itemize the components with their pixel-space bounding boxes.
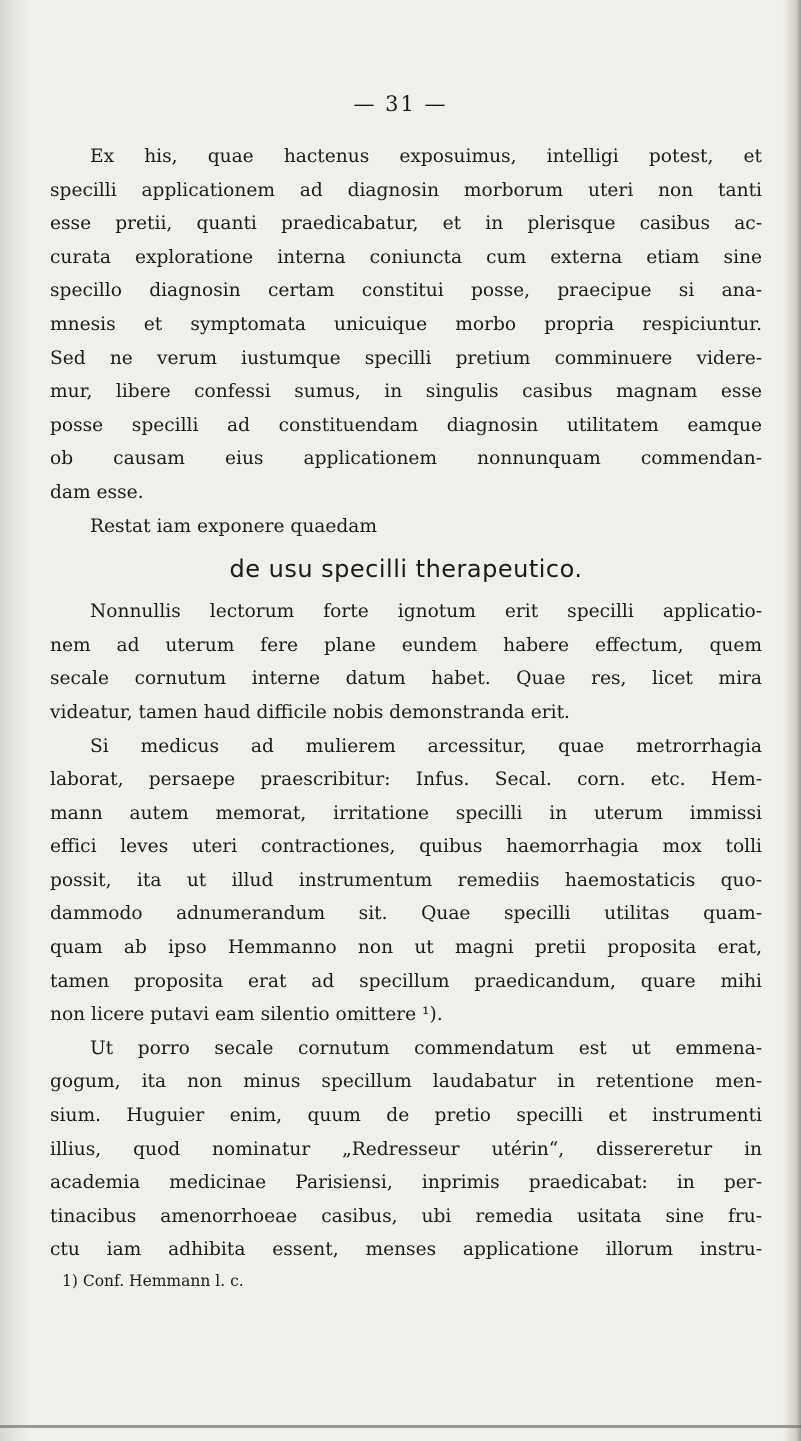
text-line: specillo diagnosin certam constitui posse, praecipue si ana- (50, 280, 762, 302)
text-line: videatur, tamen haud difficile nobis demonstranda erit. (50, 701, 570, 723)
text-line: Sed ne verum iustumque specilli pretium comminuere videre- (50, 347, 762, 369)
page-edge (783, 0, 801, 1441)
text-line: dam esse. (50, 481, 144, 503)
text-line: esse pretii, quanti praedicabatur, et in plerisque casibus ac- (50, 213, 762, 235)
text-line: dammodo adnumerandum sit. Quae specilli utilitas quam- (50, 903, 762, 925)
text-line: curata exploratione interna coniuncta cum externa etiam sine (50, 246, 762, 268)
text-line: Ex his, quae hactenus exposuimus, intelligi potest, et (90, 146, 762, 167)
transition-line: Restat iam exponere quaedam (90, 515, 378, 537)
footnote: 1) Conf. Hemmann l. c. (62, 1272, 244, 1290)
text-line: quam ab ipso Hemmanno non ut magni pretii proposita erat, (50, 937, 762, 959)
text-line: non licere putavi eam silentio omittere ¹). (50, 1004, 443, 1026)
text-line: effici leves uteri contractiones, quibus haemorrhagia mox tolli (50, 836, 762, 858)
text-line: Si medicus ad mulierem arcessitur, quae metrorrhagia (90, 735, 762, 757)
text-line: laborat, persaepe praescribitur: Infus. Secal. corn. etc. Hem- (50, 769, 762, 791)
section-heading: de usu specilli therapeutico. (229, 555, 583, 584)
text-line: secale cornutum interne datum habet. Quae res, licet mira (50, 668, 762, 690)
binding-shadow (0, 0, 30, 1441)
text-line: mann autem memorat, irritatione specilli in uterum immissi (50, 802, 762, 824)
text-line: mur, libere confessi sumus, in singulis casibus magnam esse (50, 381, 762, 403)
text-line: ob causam eius applicationem nonnunquam commendan- (50, 448, 762, 470)
text-line: possit, ita ut illud instrumentum remediis haemostaticis quo- (50, 869, 762, 891)
text-line: specilli applicationem ad diagnosin morborum uteri non tanti (50, 179, 762, 201)
text-line: illius, quod nominatur „Redresseur utérin“, dissereretur in (50, 1138, 762, 1160)
text-line: Nonnullis lectorum forte ignotum erit specilli applicatio- (90, 601, 762, 623)
text-line: sium. Huguier enim, quum de pretio specilli et instrumenti (50, 1105, 762, 1127)
text-line: posse specilli ad constituendam diagnosin utilitatem eamque (50, 414, 762, 436)
text-line: gogum, ita non minus specillum laudabatur in retentione men- (50, 1071, 762, 1093)
text-line: mnesis et symptomata unicuique morbo propria respiciuntur. (50, 313, 762, 335)
text-line: tamen proposita erat ad specillum praedicandum, quare mihi (50, 970, 762, 992)
text-line: ctu iam adhibita essent, menses applicatione illorum instru- (50, 1239, 762, 1261)
text-line: academia medicinae Parisiensi, inprimis praedicabat: in per- (50, 1172, 762, 1194)
page-bottom-edge (0, 1425, 801, 1428)
text-line: nem ad uterum fere plane eundem habere effectum, quem (50, 634, 762, 656)
text-line: tinacibus amenorrhoeae casibus, ubi remedia usitata sine fru- (50, 1205, 762, 1227)
text-line: Ut porro secale cornutum commendatum est ut emmena- (90, 1037, 762, 1059)
page-number: — 31 — (353, 92, 448, 116)
text-body (50, 140, 762, 1295)
